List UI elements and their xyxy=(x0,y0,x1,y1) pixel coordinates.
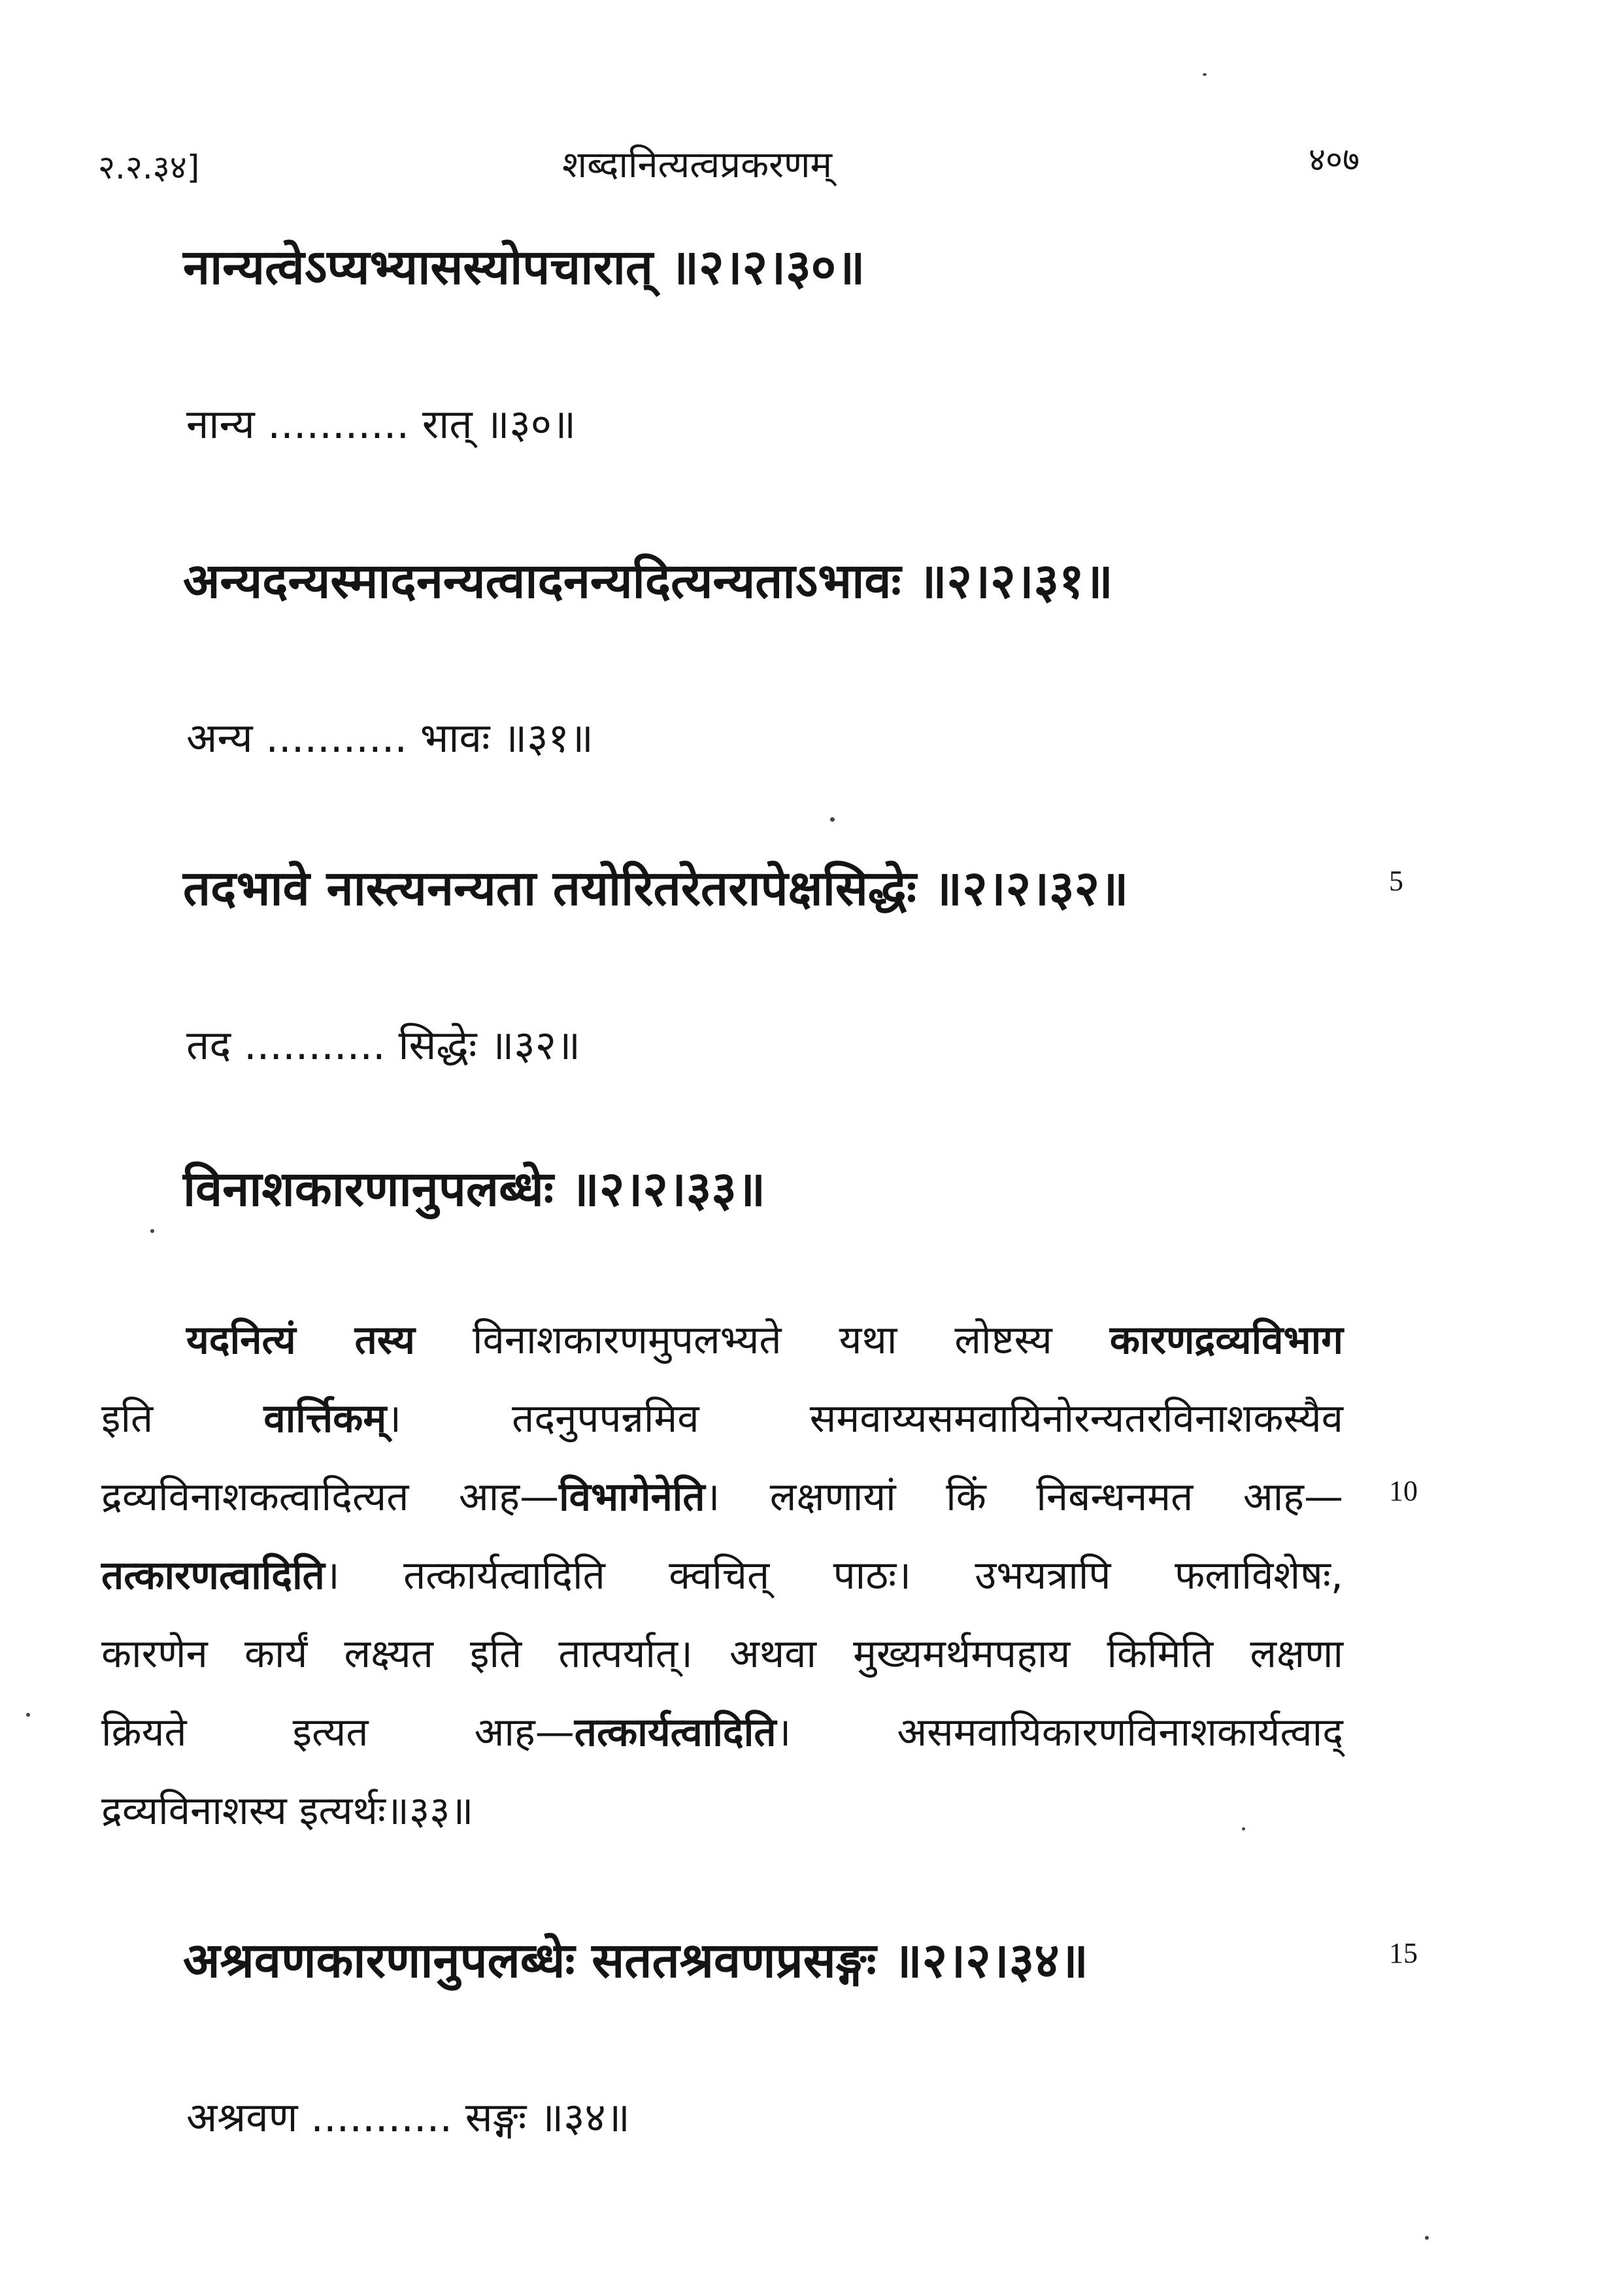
commentary-bold: वार्त्तिकम् xyxy=(263,1396,387,1442)
commentary-line xyxy=(101,1536,1343,1615)
commentary-text: द्रव्यविनाशकत्वादित्यत आह— xyxy=(101,1474,560,1520)
line-number-10: 10 xyxy=(1389,1475,1418,1507)
commentary-line xyxy=(101,1379,1343,1458)
pratika-34: अश्रवण ........... सङ्गः ॥३४॥ xyxy=(186,2093,630,2141)
sutra-31: अन्यदन्यस्मादनन्यत्वादनन्यदित्यन्यताऽभावः ॥२।२।३१॥ xyxy=(183,553,1113,609)
commentary-line xyxy=(101,1693,1343,1772)
commentary-text: कारणेन कार्यं लक्ष्यत इति तात्पर्यात्। अथवा मुख्यमर्थमपहाय किमिति लक्षणा xyxy=(101,1631,1343,1677)
sutra-33: विनाशकारणानुपलब्धेः ॥२।२।३३॥ xyxy=(183,1161,766,1217)
commentary-bold: यदनित्यं तस्य xyxy=(186,1317,415,1363)
commentary-line xyxy=(101,1615,1343,1693)
pratika-30: नान्य ........... रात् ॥३०॥ xyxy=(186,400,577,448)
scan-speck xyxy=(1242,1827,1245,1831)
commentary-text: । तत्कार्यत्वादिति क्वचित् पाठः। उभयत्रापि फलाविशेषः, xyxy=(324,1553,1343,1598)
commentary-text: क्रियते इत्यत आह— xyxy=(101,1710,575,1755)
page-header xyxy=(0,124,1621,186)
sutra-30: नान्यत्वेऽप्यभ्यासस्योपचारात् ॥२।२।३०॥ xyxy=(183,239,865,295)
scan-speck xyxy=(1425,2236,1429,2240)
sutra-32: तदभावे नास्त्यनन्यता तयोरितरेतरापेक्षसिद्धेः ॥२।२।३२॥ xyxy=(183,860,1129,917)
commentary xyxy=(101,1301,1343,1850)
commentary-bold: तत्कारणत्वादिति xyxy=(101,1553,325,1598)
line-number-5: 5 xyxy=(1389,865,1403,897)
commentary-line xyxy=(101,1772,1343,1850)
commentary-bold: तत्कार्यत्वादिति xyxy=(574,1710,777,1755)
commentary-line xyxy=(101,1301,1343,1379)
page-number: ४०७ xyxy=(1309,141,1360,178)
commentary-text: इति xyxy=(101,1396,264,1442)
sutra-34: अश्रवणकारणानुपलब्धेः सततश्रवणप्रसङ्गः ॥२।२।३४॥ xyxy=(183,1933,1089,1989)
commentary-text: । लक्षणायां किं निबन्धनमत आह— xyxy=(705,1474,1343,1520)
commentary-text: विनाशकारणमुपलभ्यते यथा लोष्टस्य xyxy=(414,1317,1110,1363)
pratika-32: तद ........... सिद्धेः ॥३२॥ xyxy=(186,1021,580,1069)
scan-speck xyxy=(1203,73,1207,76)
commentary-text: । तदनुपपन्नमिव समवाय्यसमवायिनोरन्यतरविनाशकस्यैव xyxy=(386,1396,1344,1442)
running-title: शब्दानित्यत्वप्रकरणम् xyxy=(562,144,832,186)
scan-speck xyxy=(830,817,835,822)
commentary-bold: विभागेनेति xyxy=(559,1474,705,1520)
commentary-text: । असमवायिकारणविनाशकार्यत्वाद् xyxy=(776,1710,1343,1755)
scan-speck xyxy=(150,1229,154,1233)
line-number-15: 15 xyxy=(1389,1937,1418,1969)
commentary-line xyxy=(101,1458,1343,1536)
section-reference: २.२.३४] xyxy=(98,148,200,186)
commentary-bold: कारणद्रव्यविभाग xyxy=(1109,1317,1343,1363)
pratika-31: अन्य ........... भावः ॥३१॥ xyxy=(186,714,593,762)
scan-speck xyxy=(26,1713,30,1717)
commentary-text: द्रव्यविनाशस्य इत्यर्थः॥३३॥ xyxy=(101,1788,474,1834)
